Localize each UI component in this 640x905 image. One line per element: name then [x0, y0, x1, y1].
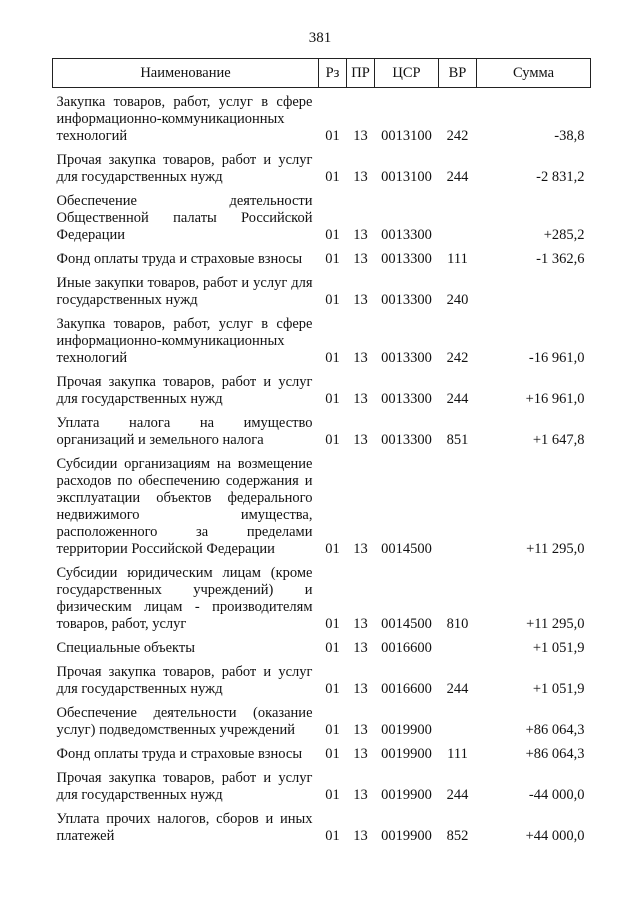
page-number: 381	[308, 30, 332, 46]
row-pr: 13	[353, 292, 368, 308]
row-csr: 0019900	[381, 746, 432, 762]
row-vr: 810	[446, 616, 469, 632]
row-pr: 13	[353, 169, 368, 185]
row-sum: -2 831,2	[536, 169, 585, 185]
row-vr: 852	[446, 828, 469, 844]
row-rz: 01	[325, 616, 340, 632]
row-rz: 01	[325, 640, 340, 656]
row-rz: 01	[325, 541, 340, 557]
row-name: Субсидии юридическим лицам (кроме государственных учреждений) и физическим лицам - производителям товаров, работ, услуг	[56, 565, 313, 632]
row-csr: 0014500	[381, 616, 432, 632]
row-vr: 242	[446, 350, 469, 366]
row-vr: 240	[446, 292, 469, 308]
row-sum: -16 961,0	[528, 350, 585, 366]
row-name: Прочая закупка товаров, работ и услуг для государственных нужд	[56, 664, 313, 697]
row-pr: 13	[353, 616, 368, 632]
row-csr: 0013300	[381, 350, 432, 366]
row-rz: 01	[325, 169, 340, 185]
row-csr: 0016600	[381, 640, 432, 656]
row-rz: 01	[325, 391, 340, 407]
row-vr: 111	[447, 251, 468, 267]
row-rz: 01	[325, 350, 340, 366]
row-name: Уплата налога на имущество организаций и земельного налога	[56, 415, 313, 448]
row-sum: +11 295,0	[526, 616, 585, 632]
row-sum: +1 051,9	[532, 681, 585, 697]
header-sum: Сумма	[477, 59, 591, 88]
row-rz: 01	[325, 722, 340, 738]
table-row	[53, 88, 591, 146]
row-sum: +1 051,9	[532, 640, 585, 656]
row-sum: +44 000,0	[525, 828, 585, 844]
table-row	[53, 804, 591, 845]
row-sum: +86 064,3	[525, 746, 585, 762]
row-name: Фонд оплаты труда и страховые взносы	[56, 251, 303, 267]
row-vr	[439, 698, 477, 739]
row-rz: 01	[325, 292, 340, 308]
table-row	[53, 408, 591, 449]
row-csr: 0013300	[381, 391, 432, 407]
header-csr: ЦСР	[375, 59, 439, 88]
row-rz: 01	[325, 128, 340, 144]
row-sum	[477, 268, 591, 309]
row-csr: 0013300	[381, 251, 432, 267]
row-vr	[439, 449, 477, 558]
row-vr: 242	[446, 128, 469, 144]
row-vr: 851	[446, 432, 469, 448]
row-name: Фонд оплаты труда и страховые взносы	[56, 746, 303, 762]
row-csr: 0019900	[381, 828, 432, 844]
table-row	[53, 633, 591, 657]
row-csr: 0013100	[381, 128, 432, 144]
row-pr: 13	[353, 541, 368, 557]
table-row	[53, 763, 591, 804]
header-rz: Рз	[319, 59, 347, 88]
row-csr: 0019900	[381, 787, 432, 803]
row-sum: +16 961,0	[525, 391, 585, 407]
row-name: Прочая закупка товаров, работ и услуг для государственных нужд	[56, 374, 313, 407]
row-sum: -44 000,0	[528, 787, 585, 803]
row-pr: 13	[353, 722, 368, 738]
table-body	[53, 88, 591, 846]
row-pr: 13	[353, 640, 368, 656]
row-name: Прочая закупка товаров, работ и услуг для государственных нужд	[56, 152, 313, 185]
table-row	[53, 309, 591, 367]
row-csr: 0013300	[381, 292, 432, 308]
row-pr: 13	[353, 746, 368, 762]
row-pr: 13	[353, 350, 368, 366]
table-row	[53, 449, 591, 558]
row-name: Обеспечение деятельности Общественной палаты Российской Федерации	[56, 193, 313, 243]
row-rz: 01	[325, 227, 340, 243]
row-vr: 244	[446, 169, 469, 185]
row-sum: +285,2	[543, 227, 585, 243]
row-pr: 13	[353, 681, 368, 697]
row-pr: 13	[353, 828, 368, 844]
row-vr	[439, 186, 477, 244]
row-csr: 0019900	[381, 722, 432, 738]
row-rz: 01	[325, 432, 340, 448]
row-name: Уплата прочих налогов, сборов и иных платежей	[56, 811, 313, 844]
row-name: Специальные объекты	[56, 640, 195, 656]
table-row	[53, 698, 591, 739]
row-vr: 244	[446, 787, 469, 803]
row-rz: 01	[325, 681, 340, 697]
row-name: Закупка товаров, работ, услуг в сфере информационно-коммуникационных технологий	[56, 316, 313, 366]
row-rz: 01	[325, 746, 340, 762]
header-name: Наименование	[53, 59, 319, 88]
row-csr: 0013100	[381, 169, 432, 185]
row-name: Закупка товаров, работ, услуг в сфере информационно-коммуникационных технологий	[56, 94, 313, 144]
row-csr: 0016600	[381, 681, 432, 697]
table-row	[53, 739, 591, 763]
row-sum: +1 647,8	[532, 432, 585, 448]
row-pr: 13	[353, 227, 368, 243]
row-rz: 01	[325, 251, 340, 267]
row-pr: 13	[353, 432, 368, 448]
budget-table	[52, 58, 591, 845]
row-sum: +86 064,3	[525, 722, 585, 738]
row-csr: 0013300	[381, 432, 432, 448]
table-row	[53, 558, 591, 633]
row-pr: 13	[353, 251, 368, 267]
row-rz: 01	[325, 787, 340, 803]
row-pr: 13	[353, 787, 368, 803]
row-rz: 01	[325, 828, 340, 844]
row-csr: 0013300	[381, 227, 432, 243]
table-row	[53, 186, 591, 244]
row-vr	[439, 633, 477, 657]
row-csr: 0014500	[381, 541, 432, 557]
row-name: Субсидии организациям на возмещение расходов по обеспечению содержания и эксплуатации объектов федерального недвижимого имущества, расположенного за пределами территории Российской Федерации	[56, 456, 313, 557]
row-vr: 244	[446, 391, 469, 407]
row-pr: 13	[353, 391, 368, 407]
row-pr: 13	[353, 128, 368, 144]
table-row	[53, 244, 591, 268]
table-row	[53, 657, 591, 698]
table-row	[53, 145, 591, 186]
row-name: Обеспечение деятельности (оказание услуг) подведомственных учреждений	[56, 705, 313, 738]
header-vr: ВР	[439, 59, 477, 88]
header-pr: ПР	[347, 59, 375, 88]
row-name: Прочая закупка товаров, работ и услуг для государственных нужд	[56, 770, 313, 803]
row-sum: +11 295,0	[526, 541, 585, 557]
table-header	[53, 59, 591, 88]
row-sum: -38,8	[554, 128, 585, 144]
row-name: Иные закупки товаров, работ и услуг для государственных нужд	[56, 275, 313, 308]
row-vr: 244	[446, 681, 469, 697]
table-row	[53, 268, 591, 309]
table-row	[53, 367, 591, 408]
row-sum: -1 362,6	[536, 251, 585, 267]
row-vr: 111	[447, 746, 468, 762]
